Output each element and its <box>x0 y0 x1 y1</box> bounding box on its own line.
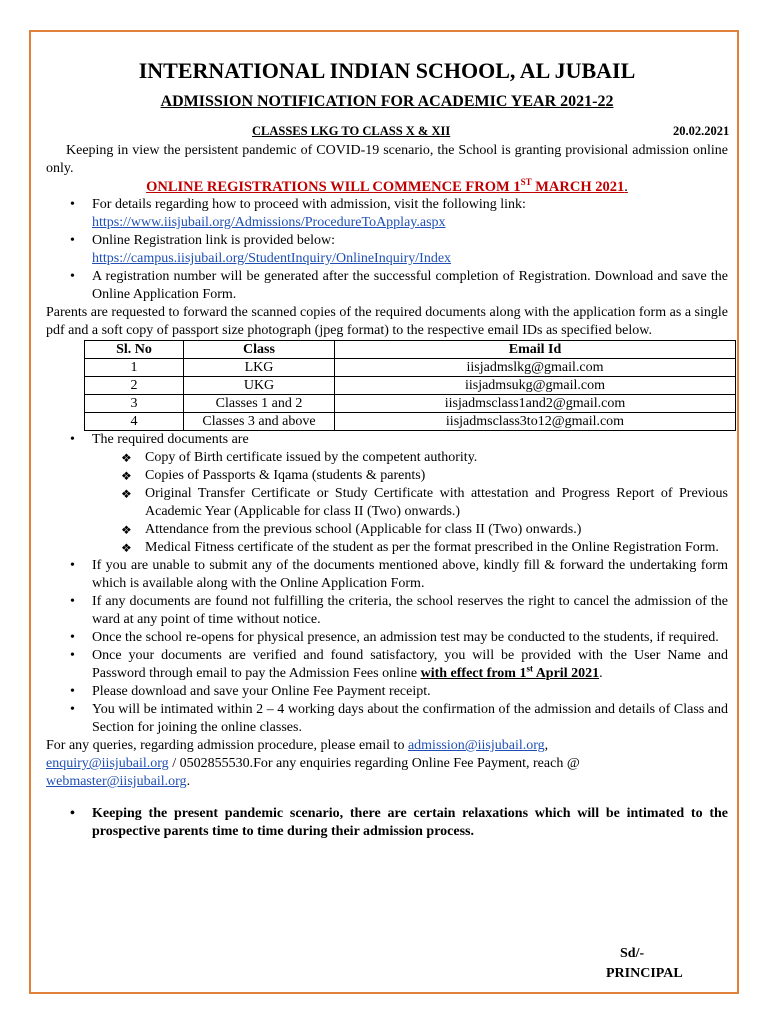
classes-date-line <box>46 122 728 140</box>
cell: 3 <box>85 395 184 413</box>
list-item: • For details regarding how to proceed with admission, visit the following link: https://www.iisjubail.org/Admissions/ProcedureToApplay.aspx <box>92 196 728 232</box>
cell: iisjadmsclass1and2@gmail.com <box>335 395 736 413</box>
document-item: ❖ Medical Fitness certificate of the student as per the format prescribed in the Online Registration Form. <box>145 539 728 557</box>
notice-date: 20.02.2021 <box>673 124 730 138</box>
list-item: • Once your documents are verified and found satisfactory, you will be provided with the User Name and Password through email to pay the Admission Fees online with effect from 1st April 2021. <box>92 647 728 683</box>
col-header: Sl. No <box>85 341 184 359</box>
list-item: • Once the school re-opens for physical presence, an admission test may be conducted to the students, if required. <box>92 629 728 647</box>
list-item: • The required documents are ❖ Copy of Birth certificate issued by the competent authority. ❖ Copies of Passports & Iqama (students & parents) ❖ Original Transfer Certificate or Study Certificate with attestation and Progress Report of Previous Academic Year (Applicable for class II (Two) onwards.) ❖ Attendance from the previous school (Applicable for class II (Two) onwards.) ❖ Medical Fitness certificate of the student as per the format prescribed in the Online Registration Form. <box>92 431 728 557</box>
procedure-link[interactable]: https://www.iisjubail.org/Admissions/ProcedureToApplay.aspx <box>92 215 446 230</box>
table-row <box>85 413 736 431</box>
document-item: ❖ Attendance from the previous school (Applicable for class II (Two) onwards.) <box>145 521 728 539</box>
cell: LKG <box>184 359 335 377</box>
list-item: • You will be intimated within 2 – 4 working days about the confirmation of the admission and details of Class and Section for joining the online classes. <box>92 701 728 737</box>
cell: 1 <box>85 359 184 377</box>
cell: iisjadmsukg@gmail.com <box>335 377 736 395</box>
required-documents <box>92 449 728 557</box>
registration-banner: ONLINE REGISTRATIONS WILL COMMENCE FROM 1ST MARCH 2021. <box>146 177 628 195</box>
document-body <box>46 58 728 841</box>
col-header: Class <box>184 341 335 359</box>
cell: 4 <box>85 413 184 431</box>
cell: 2 <box>85 377 184 395</box>
table-header-row <box>85 341 736 359</box>
parents-note: Parents are requested to forward the scanned copies of the required documents along with the application form as a single pdf and a soft copy of passport size photograph (jpeg format) to the respective email IDs as specified below. <box>46 305 728 338</box>
list-item: • If any documents are found not fulfilling the criteria, the school reserves the right to cancel the admission of the ward at any point of time without notice. <box>92 593 728 629</box>
cell: UKG <box>184 377 335 395</box>
contact-paragraph: For any queries, regarding admission procedure, please email to admission@iisjubail.org, enquiry@iisjubail.org / 0502855530.For any enquiries regarding Online Fee Payment, reach @ webmaster@iisjubail.org. <box>46 738 580 789</box>
list-item: • If you are unable to submit any of the documents mentioned above, kindly fill & forward the undertaking form which is available along with the Online Application Form. <box>92 557 728 593</box>
webmaster-email-link[interactable]: webmaster@iisjubail.org <box>46 774 187 789</box>
document-item: ❖ Copies of Passports & Iqama (students & parents) <box>145 467 728 485</box>
col-header: Email Id <box>335 341 736 359</box>
cell: Classes 1 and 2 <box>184 395 335 413</box>
list-item: • Please download and save your Online Fee Payment receipt. <box>92 683 728 701</box>
classes-label: CLASSES LKG TO CLASS X & XII <box>252 124 451 138</box>
table-row <box>85 395 736 413</box>
list-item: • A registration number will be generated after the successful completion of Registration. Download and save the Online Application Form. <box>92 268 728 304</box>
enquiry-email-link[interactable]: enquiry@iisjubail.org <box>46 756 169 771</box>
notification-title: ADMISSION NOTIFICATION FOR ACADEMIC YEAR 2021-22 <box>160 93 614 110</box>
cell: iisjadmslkg@gmail.com <box>335 359 736 377</box>
signature-role: PRINCIPAL <box>606 966 683 981</box>
email-table <box>84 340 736 431</box>
intro-paragraph: Keeping in view the persistent pandemic of COVID-19 scenario, the School is granting provisional admission online only. <box>46 143 728 176</box>
final-bullet <box>46 805 728 841</box>
table-row <box>85 359 736 377</box>
admission-email-link[interactable]: admission@iisjubail.org <box>407 738 545 753</box>
top-bullets <box>46 196 728 304</box>
documents-list <box>46 431 728 737</box>
list-item: • Online Registration link is provided below: https://campus.iisjubail.org/StudentInquiry/OnlineInquiry/Index <box>92 232 728 268</box>
table-row <box>85 377 736 395</box>
cell: iisjadmsclass3to12@gmail.com <box>335 413 736 431</box>
registration-link[interactable]: https://campus.iisjubail.org/StudentInquiry/OnlineInquiry/Index <box>92 251 452 266</box>
signature-block <box>606 944 683 984</box>
school-title: INTERNATIONAL INDIAN SCHOOL, AL JUBAIL <box>138 58 636 83</box>
document-item: ❖ Copy of Birth certificate issued by the competent authority. <box>145 449 728 467</box>
relaxation-note: • Keeping the present pandemic scenario, there are certain relaxations which will be intimated to the prospective parents time to time during their admission process. <box>92 805 728 841</box>
signature-sd: Sd/- <box>620 946 645 961</box>
cell: Classes 3 and above <box>184 413 335 431</box>
document-item: ❖ Original Transfer Certificate or Study Certificate with attestation and Progress Report of Previous Academic Year (Applicable for class II (Two) onwards.) <box>145 485 728 521</box>
